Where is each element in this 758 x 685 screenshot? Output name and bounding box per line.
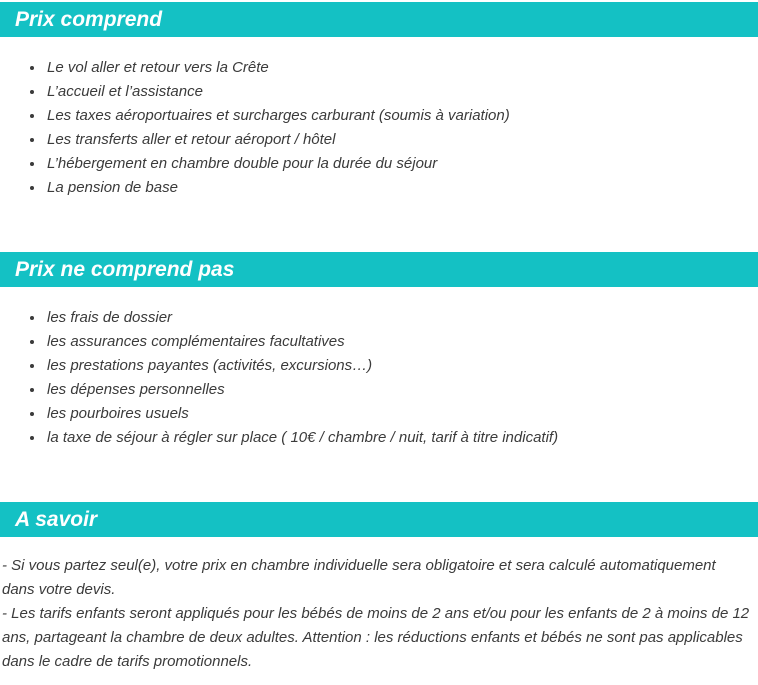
list-item: • les frais de dossier bbox=[45, 306, 748, 330]
list-item: • L’accueil et l’assistance bbox=[45, 80, 748, 104]
section-good-to-know bbox=[0, 502, 758, 674]
section-title-price-excludes: Prix ne comprend pas bbox=[0, 252, 758, 287]
good-to-know-notes bbox=[0, 537, 758, 674]
list-item: • les pourboires usuels bbox=[45, 402, 748, 426]
pricing-info-page bbox=[0, 2, 758, 674]
section-price-includes bbox=[0, 2, 758, 200]
list-item: • les dépenses personnelles bbox=[45, 378, 748, 402]
list-item: • Les taxes aéroportuaires et surcharges carburant (soumis à variation) bbox=[45, 104, 748, 128]
list-item: • les assurances complémentaires facultatives bbox=[45, 330, 748, 354]
list-item: • la taxe de séjour à régler sur place ( 10€ / chambre / nuit, tarif à titre indicatif) bbox=[45, 426, 748, 450]
list-item: • les prestations payantes (activités, excursions…) bbox=[45, 354, 748, 378]
list-item: • La pension de base bbox=[45, 176, 748, 200]
section-price-excludes bbox=[0, 252, 758, 450]
section-title-good-to-know: A savoir bbox=[0, 502, 758, 537]
note-paragraph-single-room: - Si vous partez seul(e), votre prix en chambre individuelle sera obligatoire et sera calculé automatiquement dans votre devis. bbox=[2, 557, 716, 598]
section-title-price-includes: Prix comprend bbox=[0, 2, 758, 37]
list-item: • Le vol aller et retour vers la Crête bbox=[45, 56, 748, 80]
list-item: • Les transferts aller et retour aéroport / hôtel bbox=[45, 128, 748, 152]
list-item: • L’hébergement en chambre double pour la durée du séjour bbox=[45, 152, 748, 176]
note-paragraph-child-rates: - Les tarifs enfants seront appliqués pour les bébés de moins de 2 ans et/ou pour les enfants de 2 à moins de 12 ans, partageant la chambre de deux adultes. Attention : les réductions enfants et bébés ne sont pas applicables dans le cadre de tarifs promotionnels. bbox=[2, 605, 750, 670]
price-includes-list bbox=[0, 56, 758, 200]
price-excludes-list bbox=[0, 306, 758, 450]
